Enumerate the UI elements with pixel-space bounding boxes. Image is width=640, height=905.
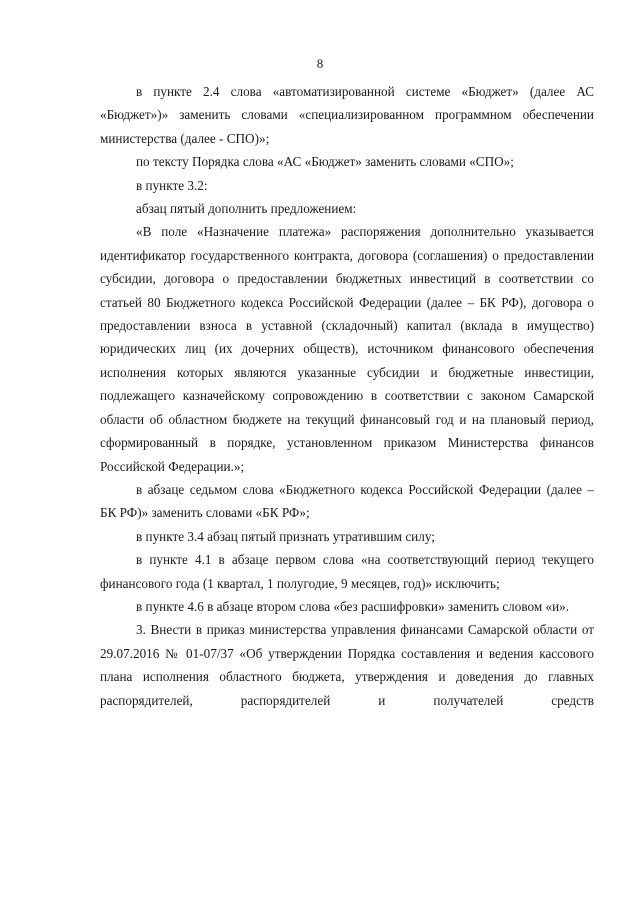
paragraph-item-3-2: в пункте 3.2: [136, 177, 208, 193]
paragraph-item-4-1: в пункте 4.1 в абзаце первом слова «на соответствующий период текущего финансового года (1 квартал, 1 полугодие, 9 месяцев, год)» исключить; [100, 552, 594, 591]
paragraph-seventh-replace: в абзаце седьмом слова «Бюджетного кодекса Российской Федерации (далее – БК РФ)» заменить словами «БК РФ»; [100, 481, 594, 521]
page-number: 8 [316, 56, 324, 71]
paragraph-item-3-4: в пункте 3.4 абзац пятый признать утратившим силу; [136, 528, 435, 544]
paragraph-item-2-4: в пункте 2.4 слова «автоматизированной системе «Бюджет» (далее АС «Бюджет»)» заменить словами «специализированном программном обеспечении министерства (далее - СПО)»; [100, 84, 594, 146]
paragraph-replace-as-budget: по тексту Порядка слова «АС «Бюджет» заменить словами «СПО»; [136, 154, 514, 170]
paragraph-fifth-addition: абзац пятый дополнить предложением: [136, 201, 357, 217]
paragraph-item-4-6: в пункте 4.6 в абзаце втором слова «без расшифровки» заменить словом «и». [136, 598, 570, 614]
paragraph-section-3: 3. Внести в приказ министерства управления финансами Самарской области от 29.07.2016 № 01-07/37 «Об утверждении Порядка составления и ведения кассового плана исполнения областного бюджета, утверждения и доведения до главных распорядителей, распорядителей и получателей средств [100, 622, 594, 708]
paragraph-payment-purpose-quote: «В поле «Назначение платежа» распоряжения дополнительно указывается идентификатор государственного контракта, договора (соглашения) о предоставлении субсидии, договора о предоставлении бюджетных инвестиций в соответствии со статьей 80 Бюджетного кодекса Российской Федерации (далее – БК РФ), договора о предоставлении взноса в уставной (складочный) капитал (вклада в имущество) юридических лиц (их дочерних обществ), источником финансового обеспечения исполнения которых являются указанные субсидии и бюджетные инвестиции, подлежащего казначейскому сопровождению в соответствии с законом Самарской области об областном бюджете на текущий финансовый год и на плановый период, сформированный в порядке, установленном приказом Министерства финансов Российской Федерации.»; [100, 224, 594, 474]
document-body [100, 80, 594, 712]
